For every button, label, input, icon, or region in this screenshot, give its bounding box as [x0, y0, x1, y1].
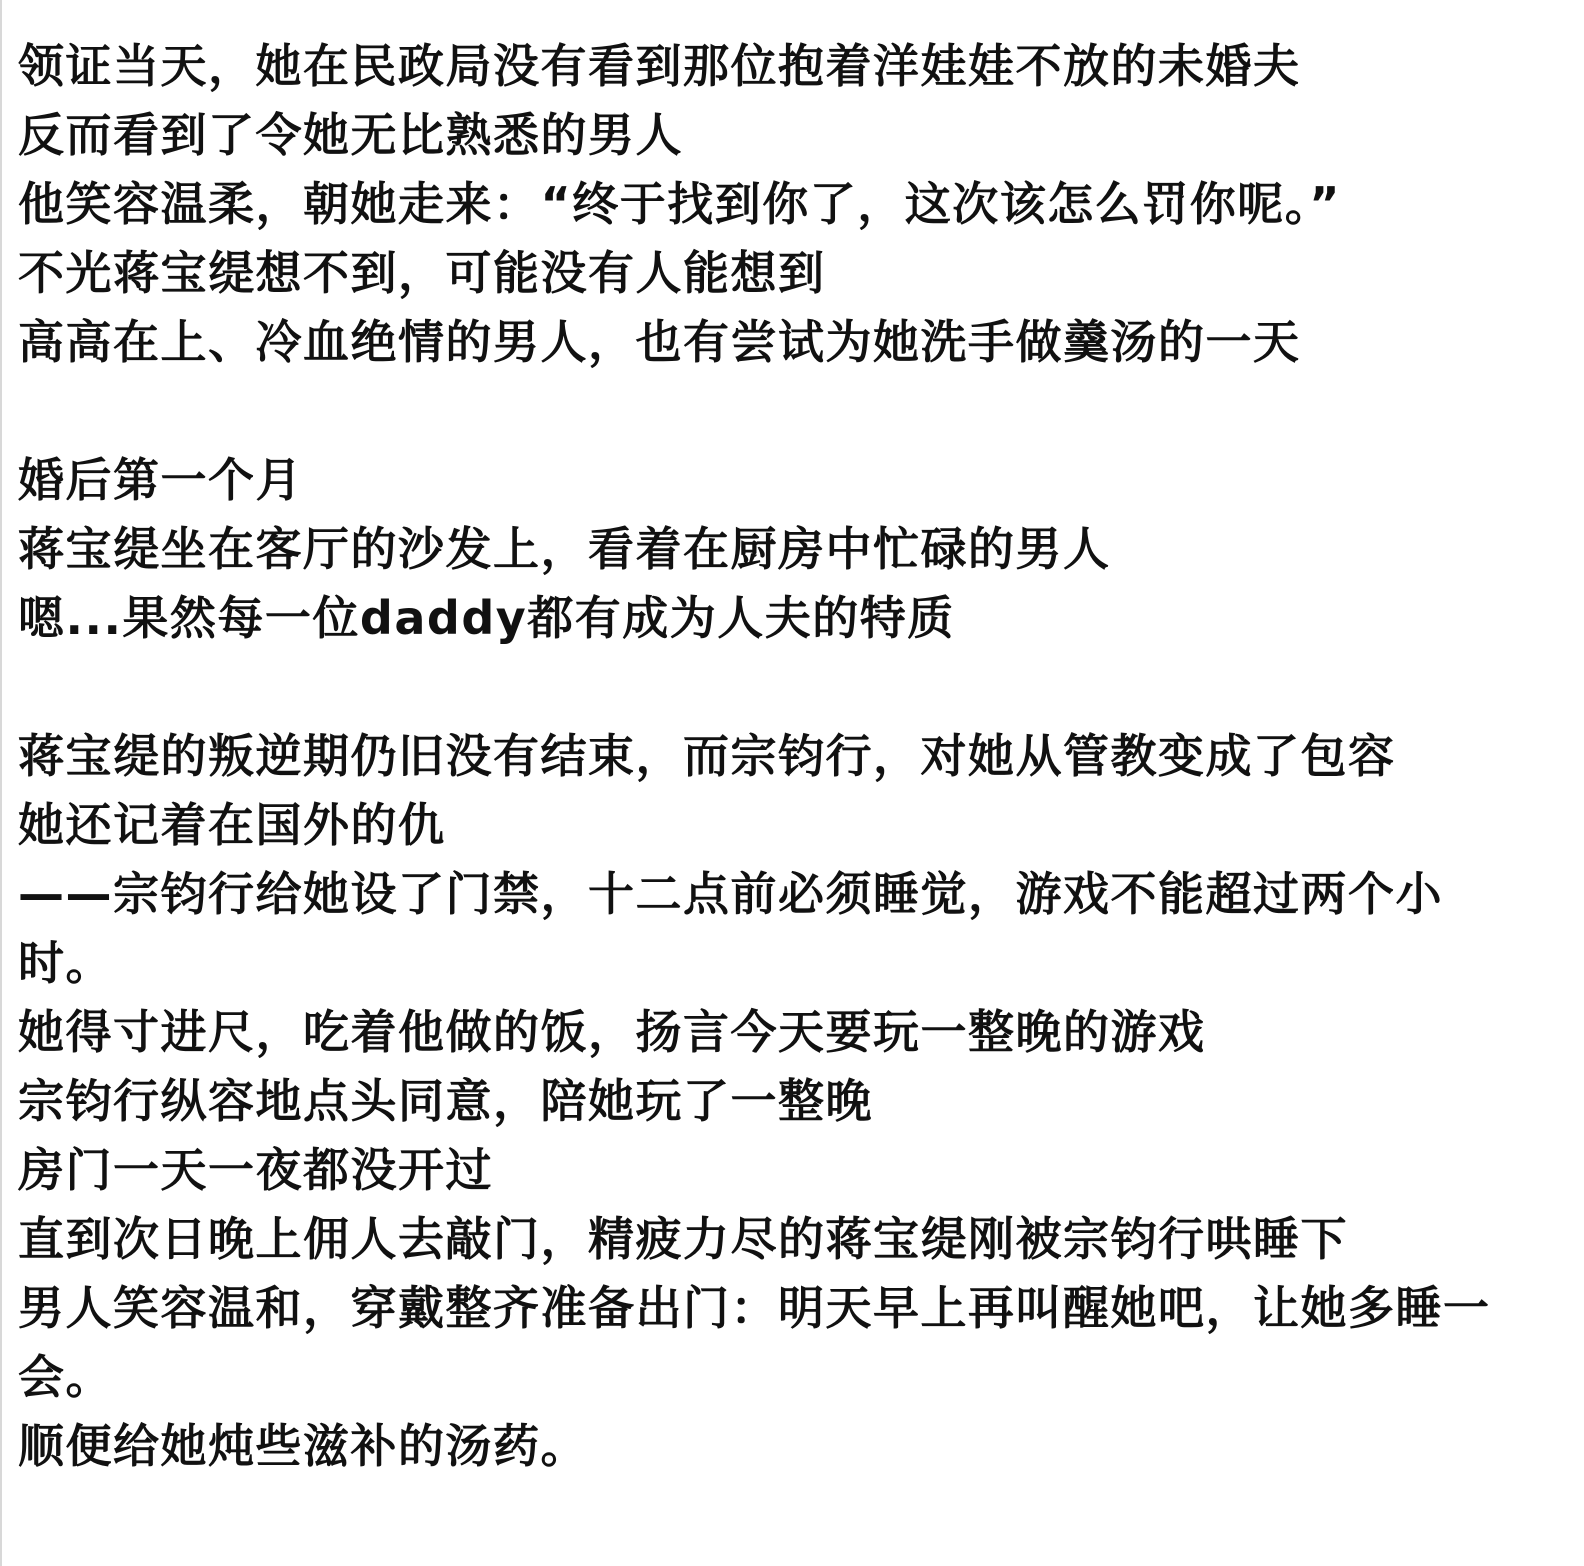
- text-line: 她还记着在国外的仇: [18, 798, 446, 852]
- left-edge-divider: [0, 0, 2, 1566]
- text-line: 宗钧行纵容地点头同意，陪她玩了一整晚: [18, 1074, 873, 1128]
- paragraph-1: [18, 32, 1584, 377]
- paragraph-2: [18, 446, 1584, 653]
- text-body: [18, 32, 1584, 1481]
- text-line: 蒋宝缇坐在客厅的沙发上，看着在厨房中忙碌的男人: [18, 522, 1111, 576]
- text-line: 领证当天，她在民政局没有看到那位抱着洋娃娃不放的未婚夫: [18, 39, 1301, 93]
- paragraph-3: [18, 722, 1584, 1481]
- text-line: 他笑容温柔，朝她走来：“终于找到你了，这次该怎么罚你呢。”: [18, 177, 1341, 231]
- text-line: 嗯...果然每一位daddy都有成为人夫的特质: [18, 591, 955, 645]
- text-line: 她得寸进尺，吃着他做的饭，扬言今天要玩一整晚的游戏: [18, 1005, 1206, 1059]
- text-line: ——宗钧行给她设了门禁，十二点前必须睡觉，游戏不能超过两个小: [18, 867, 1443, 921]
- text-line: 时。: [18, 936, 113, 990]
- text-line: 会。: [18, 1350, 113, 1404]
- text-line: 直到次日晚上佣人去敲门，精疲力尽的蒋宝缇刚被宗钧行哄睡下: [18, 1212, 1348, 1266]
- text-line: 不光蒋宝缇想不到，可能没有人能想到: [18, 246, 826, 300]
- text-line: 反而看到了令她无比熟悉的男人: [18, 108, 683, 162]
- text-line: 婚后第一个月: [18, 453, 303, 507]
- text-line: 顺便给她炖些滋补的汤药。: [18, 1419, 588, 1473]
- paragraph-gap: [18, 653, 1584, 722]
- text-line: 房门一天一夜都没开过: [18, 1143, 493, 1197]
- text-line: 高高在上、冷血绝情的男人，也有尝试为她洗手做羹汤的一天: [18, 315, 1301, 369]
- text-line: 男人笑容温和，穿戴整齐准备出门：明天早上再叫醒她吧，让她多睡一: [18, 1281, 1491, 1335]
- paragraph-gap: [18, 377, 1584, 446]
- text-line: 蒋宝缇的叛逆期仍旧没有结束，而宗钧行，对她从管教变成了包容: [18, 729, 1396, 783]
